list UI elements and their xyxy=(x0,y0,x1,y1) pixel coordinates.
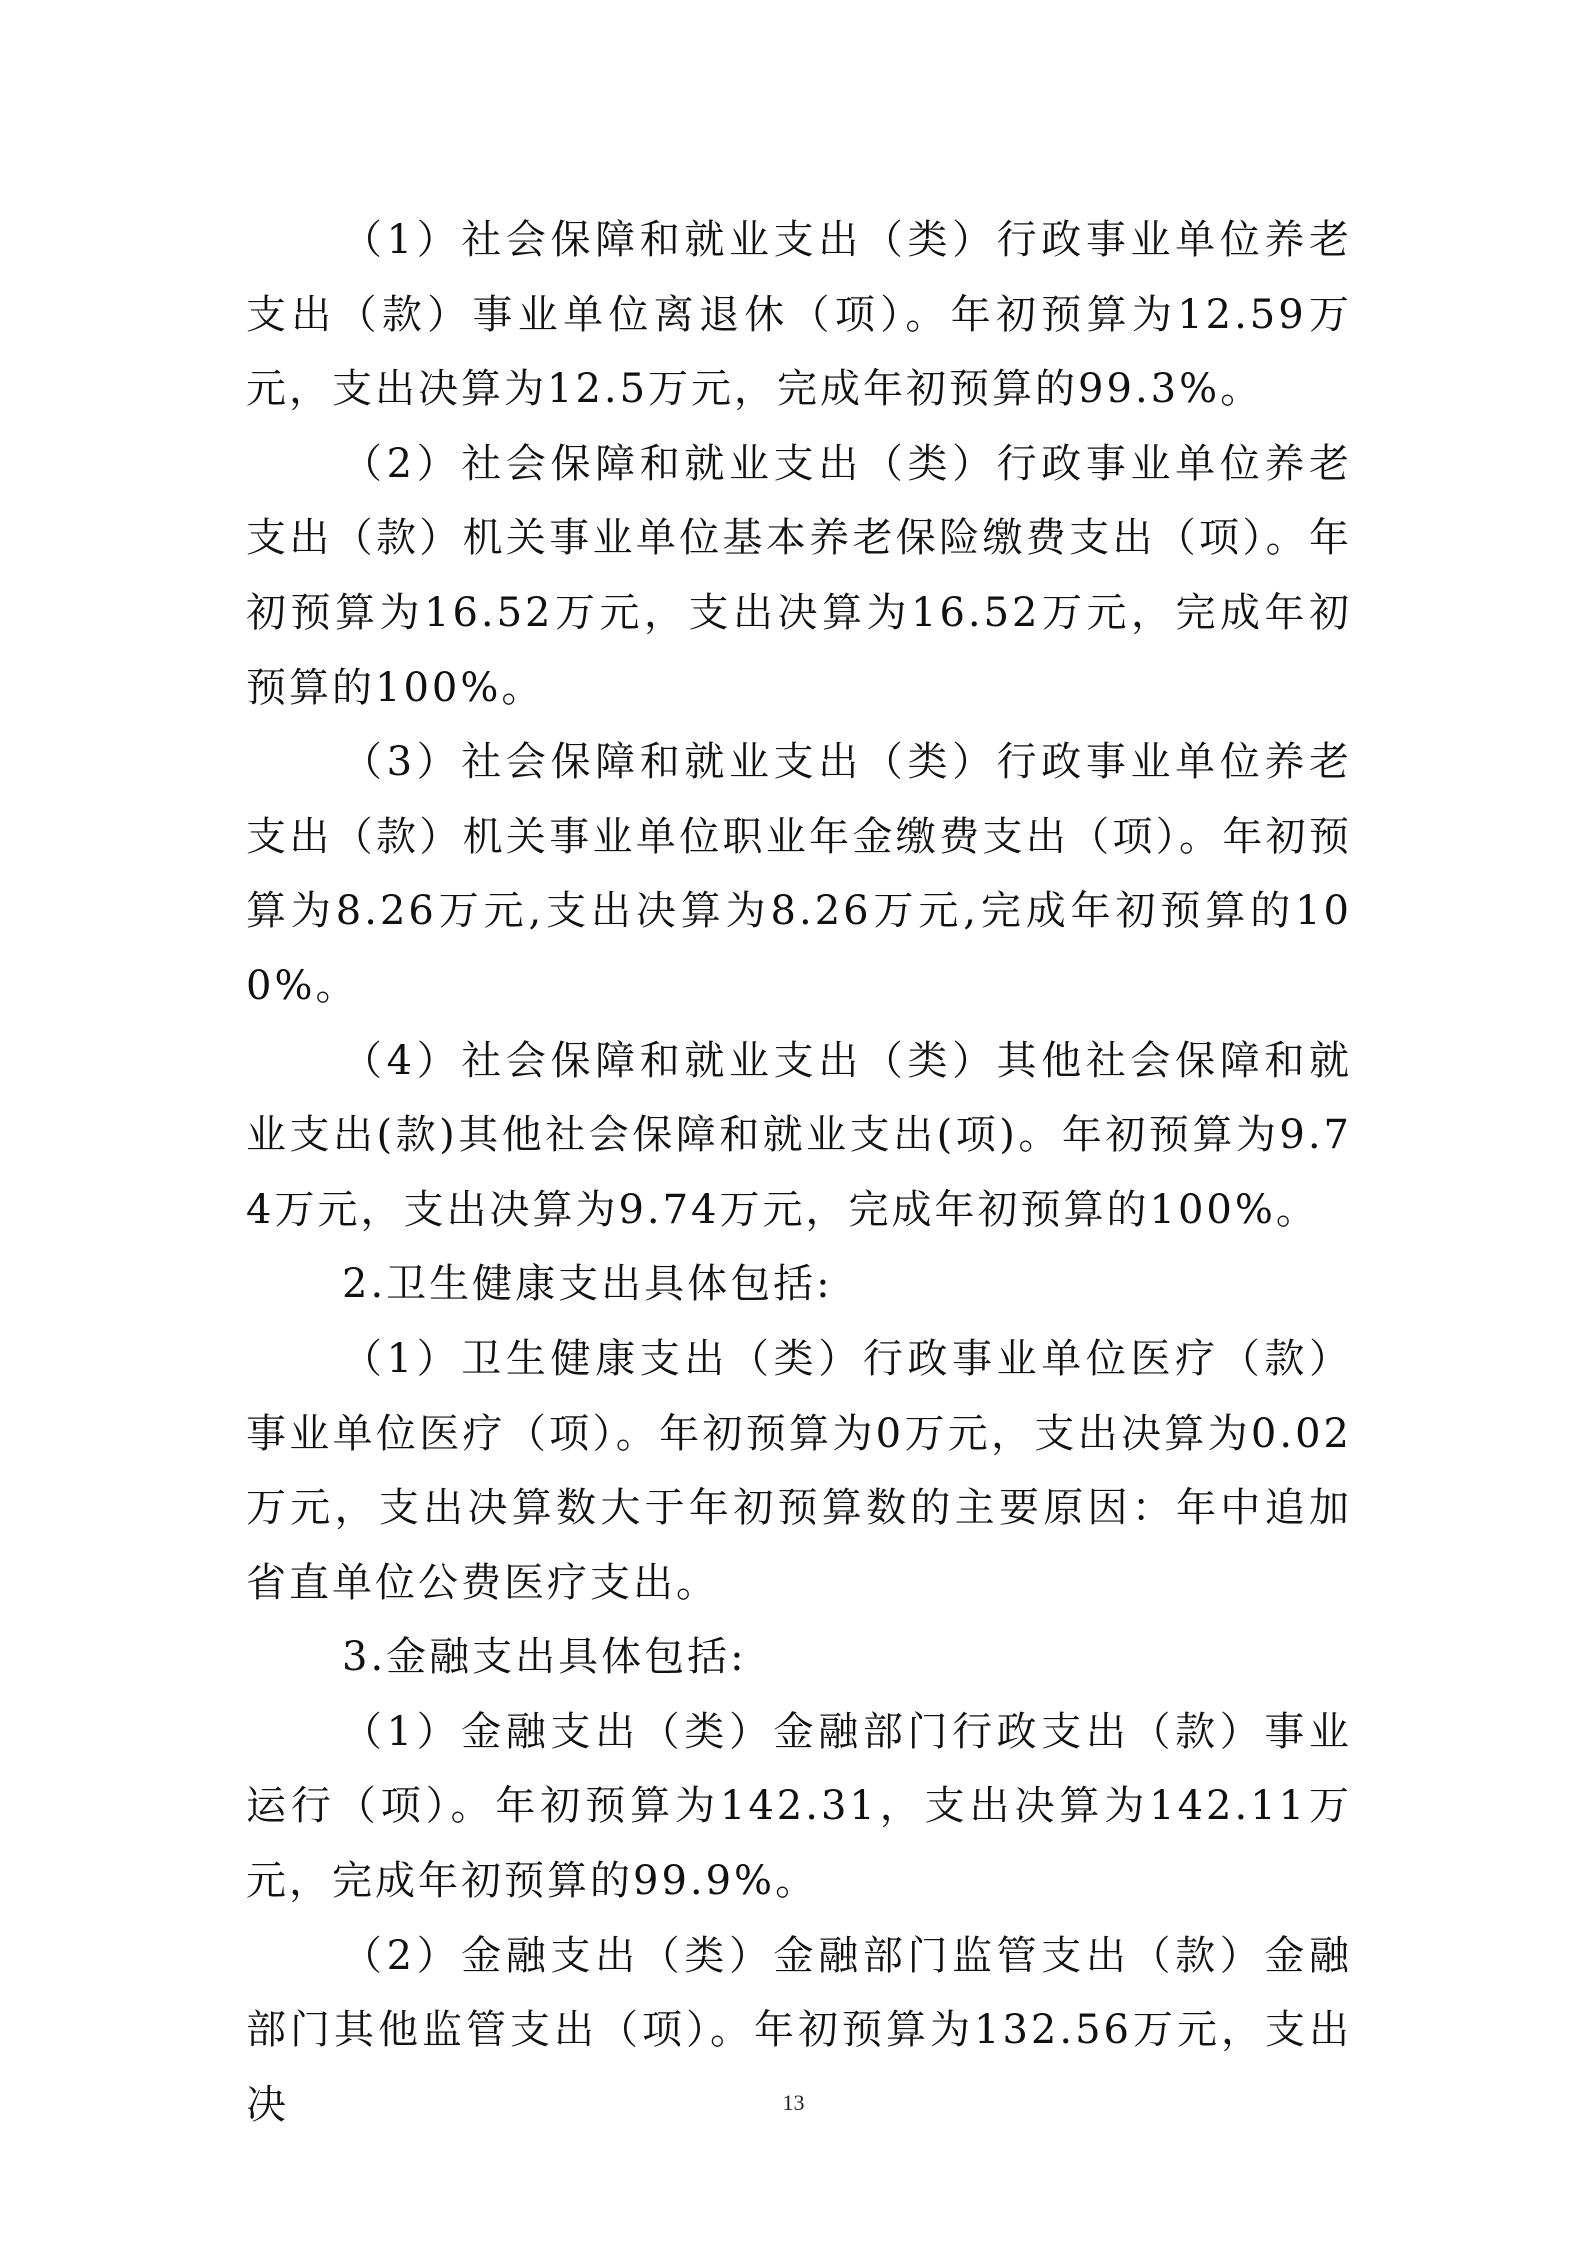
paragraph-social-security-occupational-annuity: （3）社会保障和就业支出（类）行政事业单位养老支出（款）机关事业单位职业年金缴费支出（项）。年初预算为8.26万元,支出决算为8.26万元,完成年初预算的100%。 xyxy=(246,739,1352,1009)
paragraph-social-security-retirement: （1）社会保障和就业支出（类）行政事业单位养老支出（款）事业单位离退休（项）。年初预算为12.59万元，支出决算为12.5万元，完成年初预算的99.3%。 xyxy=(246,217,1352,413)
page-number: 13 xyxy=(782,2090,805,2115)
paragraph-finance-operation: （1）金融支出（类）金融部门行政支出（款）事业运行（项）。年初预算为142.31，支出决算为142.11万元，完成年初预算的99.9%。 xyxy=(246,1708,1352,1905)
heading-health-expenditure: 2.卫生健康支出具体包括: xyxy=(342,1261,833,1308)
heading-finance-expenditure: 3.金融支出具体包括: xyxy=(342,1634,747,1681)
paragraph-health-medical: （1）卫生健康支出（类）行政事业单位医疗（款）事业单位医疗（项）。年初预算为0万元，支出决算为0.02万元，支出决算数大于年初预算数的主要原因：年中追加省直单位公费医疗支出。 xyxy=(246,1335,1352,1606)
paragraph-finance-supervision: （2）金融支出（类）金融部门监管支出（款）金融部门其他监管支出（项）。年初预算为132.56万元，支出决 xyxy=(246,1932,1352,2128)
paragraph-social-security-other: （4）社会保障和就业支出（类）其他社会保障和就业支出(款)其他社会保障和就业支出(项)。年初预算为9.74万元，支出决算为9.74万元，完成年初预算的100%。 xyxy=(246,1037,1352,1233)
paragraph-social-security-basic-pension: （2）社会保障和就业支出（类）行政事业单位养老支出（款）机关事业单位基本养老保险缴费支出（项）。年初预算为16.52万元，支出决算为16.52万元，完成年初预算的100%。 xyxy=(246,440,1352,711)
document-body xyxy=(246,203,1352,2142)
